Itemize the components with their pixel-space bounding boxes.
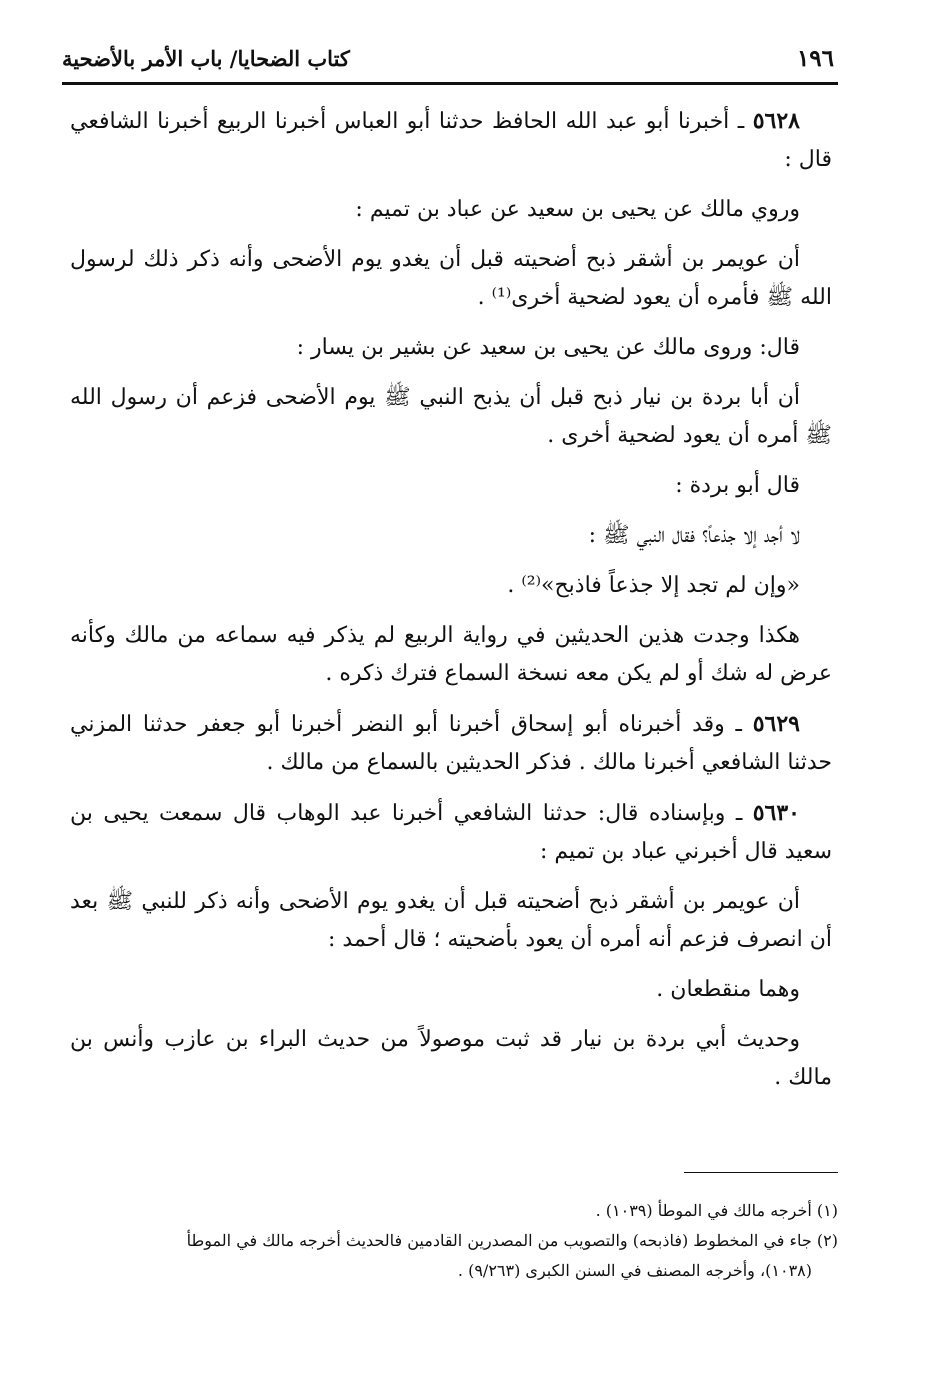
paragraph: وروي مالك عن يحيى بن سعيد عن عباد بن تميم : [355, 197, 800, 222]
hadith-text: ـ وبإسناده قال: حدثنا الشافعي أخبرنا عبد الوهاب قال سمعت يحيى بن سعيد قال أخبرني عباد بن تميم : [70, 801, 832, 864]
footnote-2: (٢) جاء في المخطوط (فاذبحه) والتصويب من المصدرين القادمين فالحديث أخرجه مالك في الموطأ [186, 1231, 838, 1250]
footnote-rule [684, 1172, 838, 1173]
paragraph: أن عويمر بن أشقر ذبح أضحيته قبل أن يغدو يوم الأضحى وأنه ذكر للنبي ﷺ بعد أن انصرف فزعم أنه أمره أن يعود بأضحيته ؛ قال أحمد : [70, 889, 832, 952]
footnote-2-continued: (١٠٣٨)، وأخرجه المصنف في السنن الكبرى (٩/٢٦٣) . [457, 1261, 812, 1280]
hadith-number: ٥٦٢٩ [752, 711, 800, 737]
header-rule [62, 82, 838, 85]
hadith-5629 [70, 705, 832, 782]
running-header [62, 38, 834, 78]
paragraph: أن أبا بردة بن نيار ذبح قبل أن يذبح النبي ﷺ يوم الأضحى فزعم أن رسول الله ﷺ أمره أن يعود لضحية أخرى . [70, 385, 832, 448]
hadith-5628 [70, 102, 832, 179]
chapter-title: كتاب الضحايا/ باب الأمر بالأضحية [62, 45, 350, 71]
page-number: ١٩٦ [796, 44, 834, 72]
paragraph: «وإن لم تجد إلا جذعاً فاذبح»⁽²⁾ . [507, 573, 800, 598]
paragraph: وهما منقطعان . [656, 977, 800, 1002]
paragraph: وحديث أبي بردة بن نيار قد ثبت موصولاً من حديث البراء بن عازب وأنس بن مالك . [70, 1027, 832, 1090]
paragraph: قال أبو بردة : [675, 473, 800, 498]
hadith-number: ٥٦٣٠ [752, 800, 800, 826]
hadith-number: ٥٦٢٨ [752, 108, 800, 134]
paragraph: قال: وروى مالك عن يحيى بن سعيد عن بشير بن يسار : [296, 335, 800, 360]
paragraph: لا أجد إلا جذعاً؟ فقال النبي ﷺ : [588, 523, 800, 548]
paragraph: هكذا وجدت هذين الحديثين في رواية الربيع لم يذكر فيه سماعه من مالك وكأنه عرض له شك أو لم يكن معه نسخة السماع فترك ذكره . [70, 623, 832, 686]
hadith-5630 [70, 794, 832, 871]
footnotes [70, 1196, 838, 1286]
hadith-text: ـ وقد أخبرناه أبو إسحاق أخبرنا أبو النضر أخبرنا أبو جعفر حدثنا المزني حدثنا الشافعي أخبرنا مالك . فذكر الحديثين بالسماع من مالك . [70, 712, 832, 775]
paragraph: أن عويمر بن أشقر ذبح أضحيته قبل أن يغدو يوم الأضحى وأنه ذكر ذلك لرسول الله ﷺ فأمره أن يعود لضحية أخرى⁽¹⁾ . [70, 247, 832, 310]
footnote-1: (١) أخرجه مالك في الموطأ (١٠٣٩) . [595, 1201, 838, 1220]
hadith-text: ـ أخبرنا أبو عبد الله الحافظ حدثنا أبو العباس أخبرنا الربيع أخبرنا الشافعي قال : [70, 109, 832, 172]
body-text [70, 102, 832, 1109]
